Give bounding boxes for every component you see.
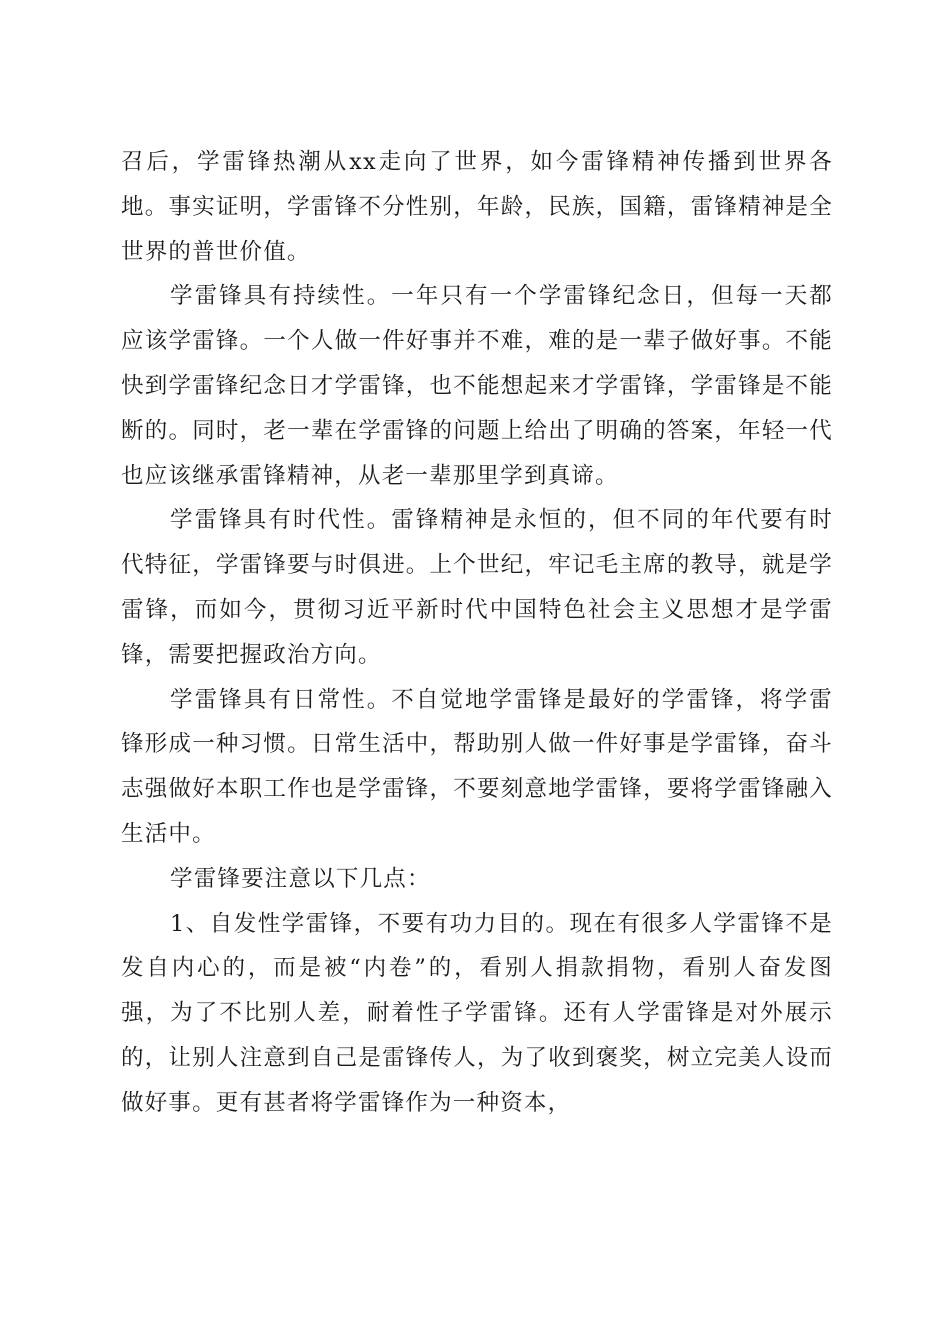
document-body: [121, 140, 833, 1126]
paragraph-5: 学雷锋要注意以下几点：: [170, 865, 431, 892]
paragraph-4: 学雷锋具有日常性。不自觉地学雷锋是最好的学雷锋，将学雷锋形成一种习惯。日常生活中，帮助别人做一件好事是学雷锋，奋斗志强做好本职工作也是学雷锋，不要刻意地学雷锋，要将学雷锋融入生活中。: [121, 686, 833, 847]
paragraph-3: 学雷锋具有时代性。雷锋精神是永恒的，但不同的年代要有时代特征，学雷锋要与时俱进。上个世纪，牢记毛主席的教导，就是学雷锋，而如今，贯彻习近平新时代中国特色社会主义思想才是学雷锋，需要把握政治方向。: [121, 507, 833, 668]
paragraph-2: 学雷锋具有持续性。一年只有一个学雷锋纪念日，但每一天都应该学雷锋。一个人做一件好事并不难，难的是一辈子做好事。不能快到学雷锋纪念日才学雷锋，也不能想起来才学雷锋，学雷锋是不能断的。同时，老一辈在学雷锋的问题上给出了明确的答案，年轻一代也应该继承雷锋精神，从老一辈那里学到真谛。: [121, 283, 833, 489]
paragraph-6: 1、自发性学雷锋，不要有功力目的。现在有很多人学雷锋不是发自内心的，而是被“内卷”的，看别人捐款捐物，看别人奋发图强，为了不比别人差，耐着性子学雷锋。还有人学雷锋是对外展示的，让别人注意到自己是雷锋传人，为了收到褒奖，树立完美人设而做好事。更有甚者将学雷锋作为一种资本，: [121, 910, 833, 1116]
paragraph-1: 召后，学雷锋热潮从xx走向了世界，如今雷锋精神传播到世界各地。事实证明，学雷锋不分性别，年龄，民族，国籍，雷锋精神是全世界的普世价值。: [121, 149, 833, 265]
